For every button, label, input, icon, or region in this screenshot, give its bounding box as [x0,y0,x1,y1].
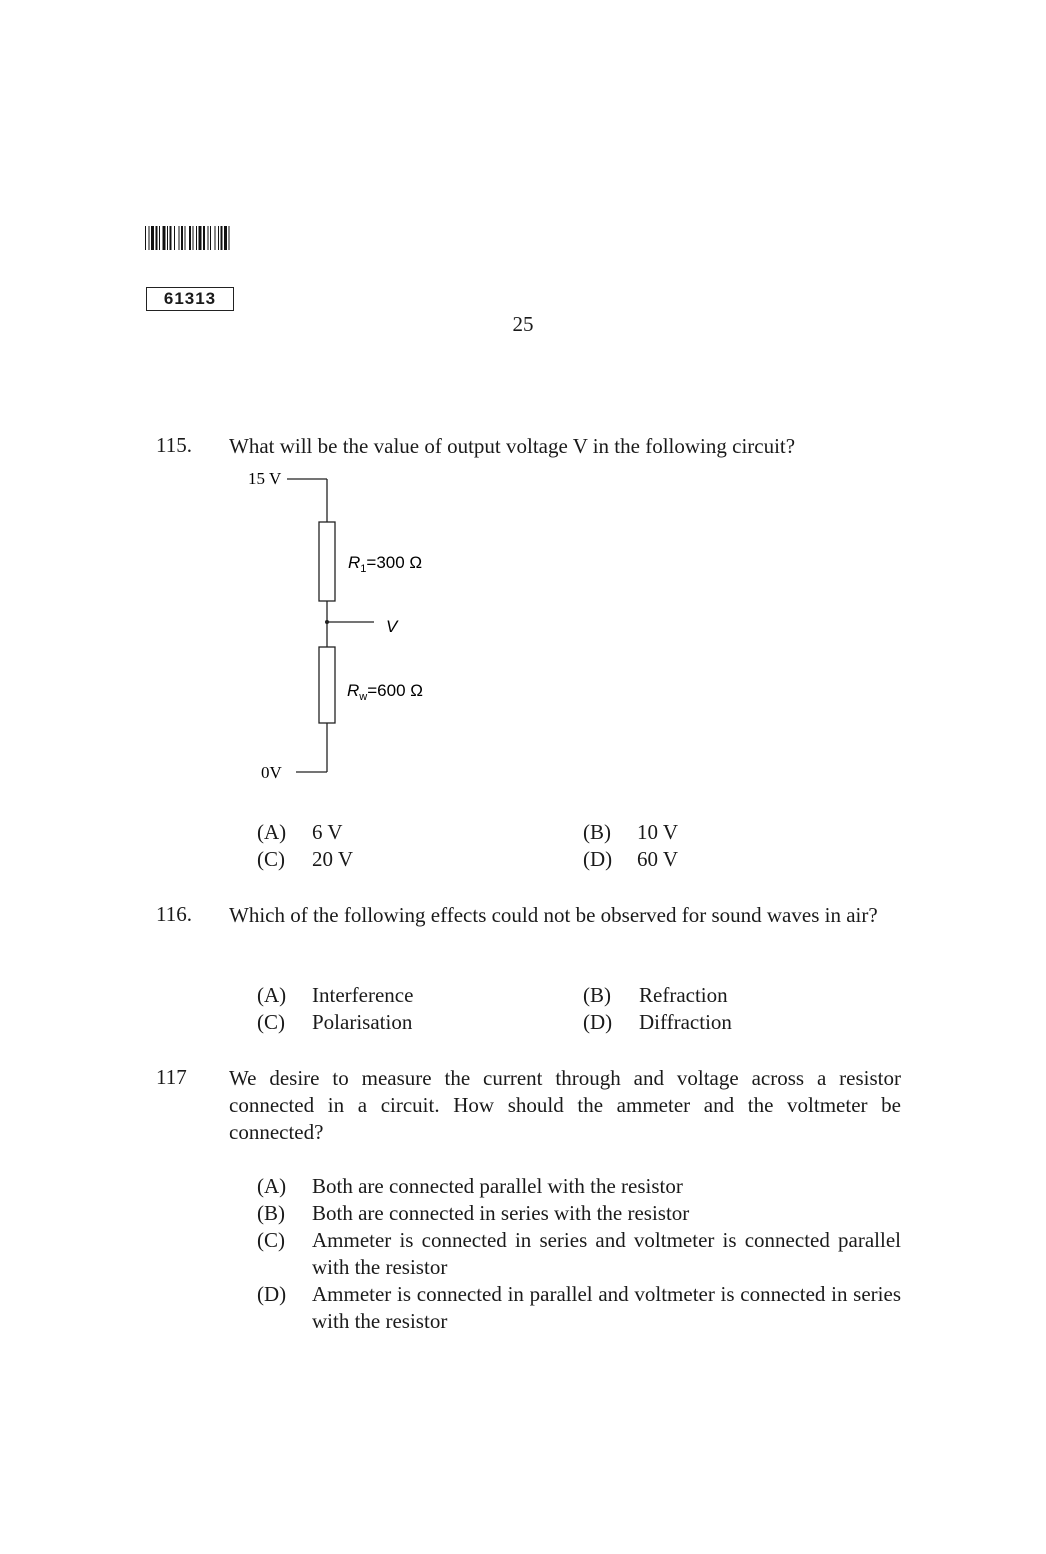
q117-option-a [257,1173,901,1200]
q117-option-b-text: Both are connected in series with the resistor [312,1201,690,1225]
q116-option-b-text: Refraction [639,983,728,1007]
q117-option-c [257,1227,901,1281]
q116-option-b-letter: (B) [583,983,611,1007]
q117-option-b [257,1200,901,1227]
q117-option-c-text: Ammeter is connected in series and voltmeter is connected parallel with the resistor [312,1228,901,1279]
paper-code-box [146,287,234,311]
r1-label: $R_1=300$ Ω [348,553,423,575]
question-116-text: Which of the following effects could not be observed for sound waves in air? [229,903,878,927]
q115-option-d-letter: (D) [583,847,613,871]
q116-option-d-text: Diffraction [639,1010,732,1034]
q116-option-c-text: Polarisation [312,1010,413,1034]
output-voltage-label: V [386,617,398,636]
q117-option-a-text: Both are connected parallel with the resistor [312,1174,683,1198]
resistor-rw [319,647,335,723]
question-117-number: 117 [156,1065,187,1089]
q116-option-c-letter: (C) [257,1010,285,1034]
q116-option-d-letter: (D) [583,1010,613,1034]
q116-option-a-letter: (A) [257,983,287,1007]
question-115-text: What will be the value of output voltage V in the following circuit? [229,434,796,458]
paper-code: 61313 [163,289,217,308]
q117-option-d-letter: (D) [257,1282,287,1306]
q115-option-c-text: 20 V [312,847,354,871]
barcode [145,226,287,250]
q117-option-d-text: Ammeter is connected in parallel and voltmeter is connected in series with the resistor [312,1282,901,1333]
q115-option-b-letter: (B) [583,820,611,844]
q115-option-d-text: 60 V [637,847,679,871]
q115-option-a-letter: (A) [257,820,287,844]
q115-option-c-letter: (C) [257,847,285,871]
page-number: 25 [512,312,534,336]
q117-option-c-letter: (C) [257,1228,285,1252]
q115-option-a-text: 6 V [312,820,343,844]
q117-option-d [257,1281,901,1335]
circuit-bottom-label: 0V [261,763,282,782]
rw-label: $R_w=600$ Ω [347,681,423,703]
question-117-text: We desire to measure the current through and voltage across a resistor connected in a circuit. How should the ammeter and the voltmeter be connected? [229,1066,901,1144]
q117-option-a-letter: (A) [257,1174,287,1198]
q117-option-b-letter: (B) [257,1201,285,1225]
question-115-number: 115. [156,433,192,457]
circuit-top-label: 15 V [248,469,282,488]
resistor-r1 [319,522,335,601]
voltage-divider-circuit [240,462,500,792]
q116-option-a-text: Interference [312,983,414,1007]
question-116-number: 116. [156,902,192,926]
q115-option-b-text: 10 V [637,820,679,844]
